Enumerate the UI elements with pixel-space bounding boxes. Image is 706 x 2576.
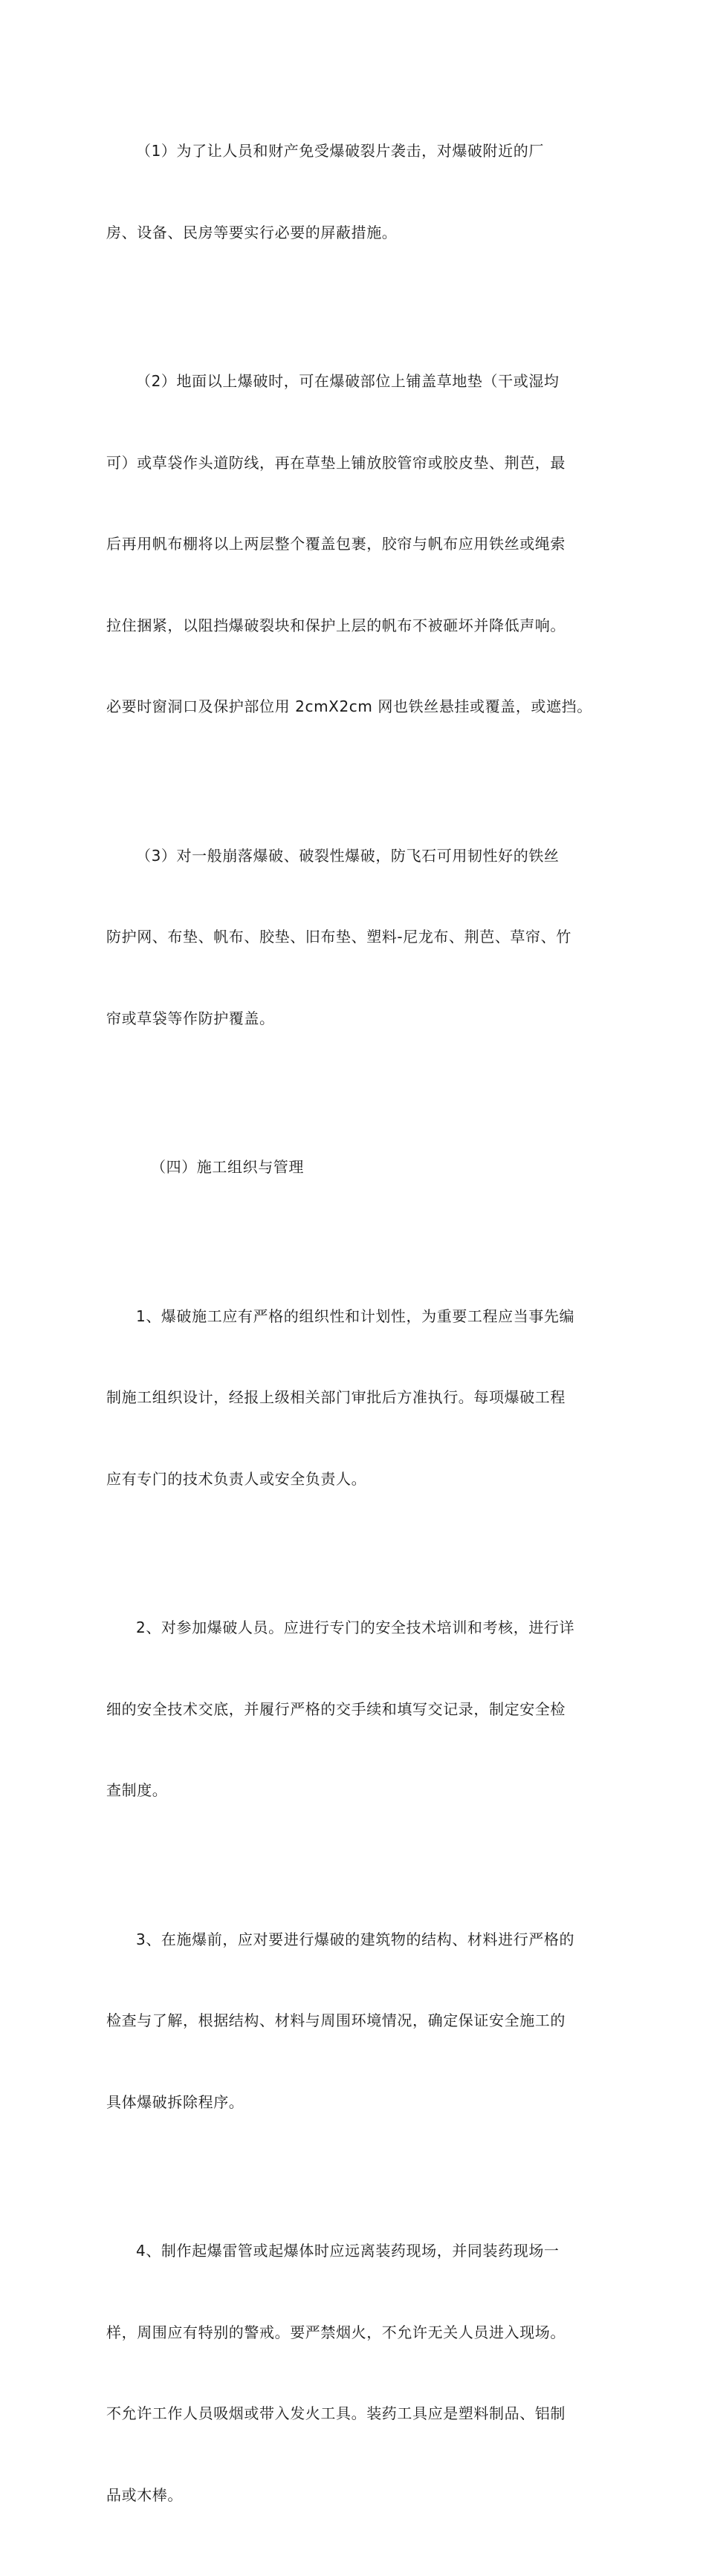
text-line: （3）对一般崩落爆破、破裂性爆破，防飞石可用韧性好的铁丝: [136, 846, 560, 865]
paragraph-2: [106, 313, 601, 775]
text-line: 房、设备、民房等要实行必要的屏蔽措施。: [106, 223, 398, 241]
text-line: 拉住捆紧，以阻挡爆破裂块和保护上层的帆布不被砸坏并降低声响。: [106, 616, 566, 634]
text-line: 防护网、布垫、帆布、胶垫、旧布垫、塑料-尼龙布、荆芭、草帘、竹: [106, 928, 571, 946]
text-line: 检查与了解，根据结构、材料与周围环境情况，确定保证安全施工的: [106, 2011, 566, 2029]
paragraph-1: [106, 83, 601, 300]
text-line: 细的安全技术交底，并履行严格的交手续和填写交记录，制定安全检: [106, 1700, 566, 1718]
text-line: 不允许工作人员吸烟或带入发火工具。装药工具应是塑料制品、铝制: [106, 2404, 566, 2422]
text-line: 1、爆破施工应有严格的组织性和计划性，为重要工程应当事先编: [136, 1307, 575, 1325]
text-line: 具体爆破拆除程序。: [106, 2092, 244, 2111]
text-line: 必要时窗洞口及保护部位用 2cmX2cm 网也铁丝悬挂或覆盖，或遮挡。: [106, 697, 592, 715]
heading-text: （四）施工组织与管理: [151, 1158, 304, 1176]
text-line: 2、对参加爆破人员。应进行专门的安全技术培训和考核，进行详: [136, 1619, 575, 1636]
text-line: 3、在施爆前，应对要进行爆破的建筑物的结构、材料进行严格的: [136, 1930, 575, 1948]
document-body: [106, 83, 601, 2576]
text-line: 应有专门的技术负责人或安全负责人。: [106, 1469, 367, 1488]
text-line: 品或木棒。: [106, 2485, 183, 2504]
text-line: 后再用帆布棚将以上两层整个覆盖包裹，胶帘与帆布应用铁丝或绳索: [106, 535, 566, 553]
text-line: 样，周围应有特别的警戒。要严禁烟火，不允许无关人员进入现场。: [106, 2323, 566, 2341]
text-line: 帘或草袋等作防护覆盖。: [106, 1009, 275, 1027]
text-line: 可）或草袋作头道防线，再在草垫上铺放胶管帘或胶皮垫、荆芭，最: [106, 453, 566, 472]
section-heading: [106, 1099, 601, 1235]
text-line: 制施工组织设计，经报上级相关部门审批后方准执行。每项爆破工程: [106, 1388, 566, 1406]
text-line: （2）地面以上爆破时，可在爆破部位上铺盖草地垫（干或湿均: [136, 372, 560, 390]
paragraph-6: [106, 1560, 601, 1858]
paragraph-5: [106, 1249, 601, 1547]
text-line: 查制度。: [106, 1781, 168, 1799]
paragraph-3: [106, 788, 601, 1087]
paragraph-8: [106, 2183, 601, 2563]
text-line: 4、制作起爆雷管或起爆体时应远离装药现场，并同装药现场一: [136, 2242, 560, 2260]
paragraph-7: [106, 1872, 601, 2170]
text-line: （1）为了让人员和财产免受爆破裂片袭击，对爆破附近的厂: [136, 142, 544, 160]
